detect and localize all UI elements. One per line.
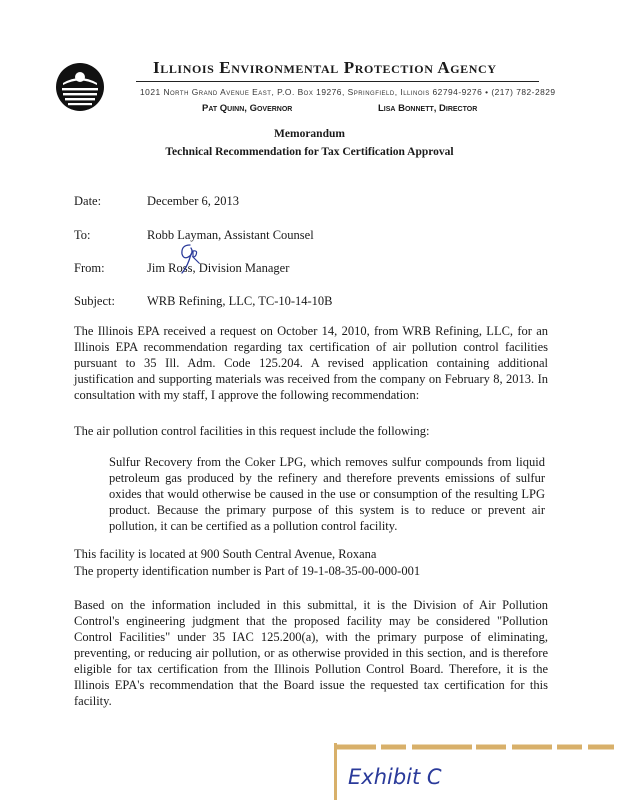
property-id-line: The property identification number is Part of 19-1-08-35-00-000-001 — [74, 564, 421, 578]
exhibit-c-stamp — [318, 736, 616, 800]
body-paragraph-request: The Illinois EPA received a request on October 14, 2010, from WRB Refining, LLC, for an Illinois EPA recommendation regarding tax certification of air pollution control facilities pursuant to 35 Ill. Adm. Code 125.204. A revised application containing additional justification and supporting materials was received from the company on February 8, 2013. In consultation with my staff, I approve the following recommendation: — [74, 324, 548, 402]
subject-label: Subject: — [74, 294, 115, 308]
body-paragraph-sulfur-recovery: Sulfur Recovery from the Coker LPG, which removes sulfur compounds from liquid petroleum gas produced by the refinery and therefore prevents emissions of sulfur oxides that would otherwise be caused in the use or consumption of the resulting LPG product. Because the primary purpose of this system is to reduce or prevent air pollution, it can be certified as a pollution control facility. — [109, 455, 545, 533]
to-label: To: — [74, 228, 91, 242]
subject-value: WRB Refining, LLC, TC-10-14-10B — [147, 294, 333, 308]
agency-name: Illinois Environmental Protection Agency — [153, 58, 497, 77]
body-paragraph-recommendation: Based on the information included in this submittal, it is the Division of Air Pollution Control's engineering judgment that the proposed facility may be considered "Pollution Control Facilities" under 35 IAC 125.200(a), with the primary purpose of eliminating, preventing, or reducing air pollution, or as otherwise provided in this section, and is therefore eligible for tax certification from the Illinois Pollution Control Board. Therefore, it is the Illinois EPA's recommendation that the Board issue the requested tax certification for this facility. — [74, 598, 548, 708]
director-name: Lisa Bonnett, Director — [378, 103, 478, 114]
letterhead-rule — [136, 81, 539, 82]
from-label: From: — [74, 261, 105, 275]
agency-address: 1021 North Grand Avenue East, P.O. Box 19276, Springfield, Illinois 62794-9276 • (217) 782-2829 — [140, 87, 556, 97]
illinois-epa-logo-icon — [55, 62, 105, 112]
date-value: December 6, 2013 — [147, 194, 239, 208]
from-value: Jim Ross, Division Manager — [147, 261, 290, 275]
governor-name: Pat Quinn, Governor — [202, 103, 293, 114]
to-value: Robb Layman, Assistant Counsel — [147, 228, 314, 242]
exhibit-label: Exhibit C — [348, 765, 442, 789]
facility-location-line: This facility is located at 900 South Central Avenue, Roxana — [74, 547, 377, 561]
body-paragraph-facilities-intro: The air pollution control facilities in this request include the following: — [74, 424, 430, 438]
memo-title: Memorandum — [274, 128, 345, 140]
date-label: Date: — [74, 194, 102, 208]
memo-subtitle: Technical Recommendation for Tax Certification Approval — [165, 146, 454, 158]
handwritten-initials-signature — [176, 242, 200, 276]
